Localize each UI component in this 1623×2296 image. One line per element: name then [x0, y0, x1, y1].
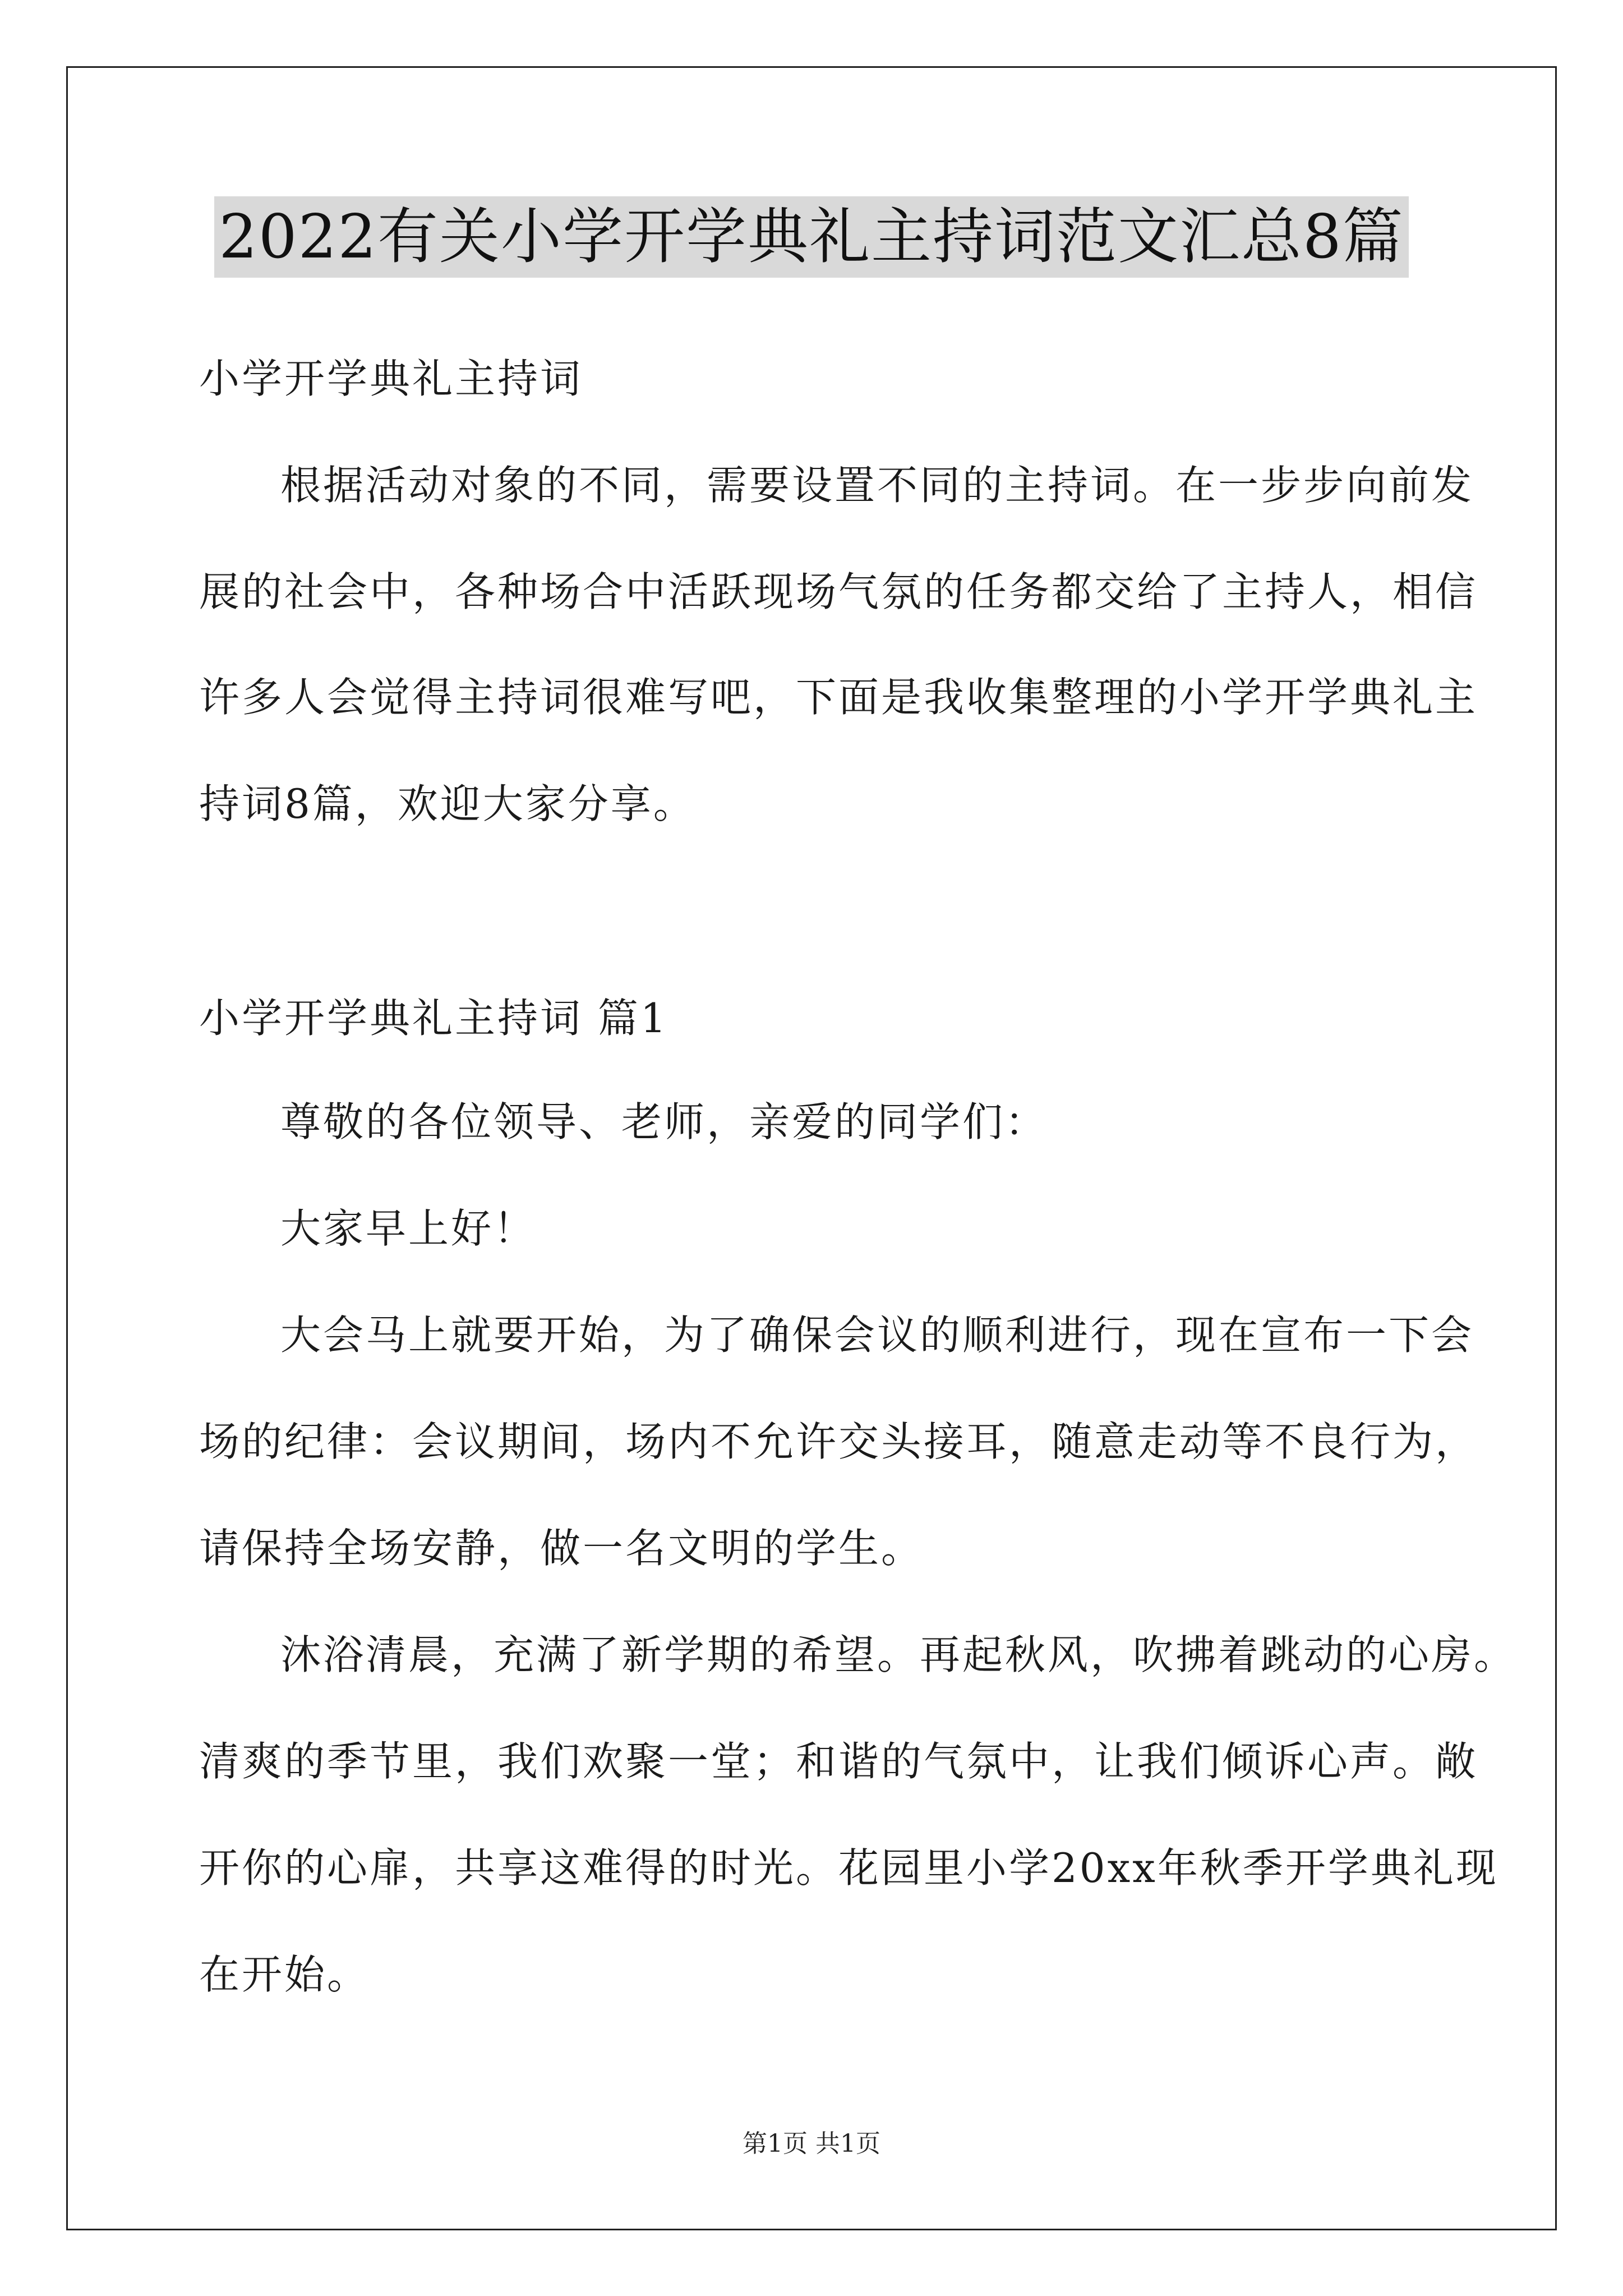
intro-line-1: 根据活动对象的不同，需要设置不同的主持词。在一步步向前发: [280, 462, 1474, 509]
intro-line-3: 许多人会觉得主持词很难写吧，下面是我收集整理的小学开学典礼主: [199, 674, 1478, 721]
para2-line-1: 沐浴清晨，充满了新学期的希望。再起秋风，吹拂着跳动的心房。: [280, 1631, 1517, 1678]
document-title: 2022有关小学开学典礼主持词范文汇总8篇: [214, 196, 1409, 278]
para1-line-2: 场的纪律：会议期间，场内不允许交头接耳，随意走动等不良行为，: [199, 1418, 1478, 1465]
para2-line-3: 开你的心扉，共享这难得的时光。花园里小学20xx年秋季开学典礼现: [199, 1844, 1498, 1892]
para1-line-3: 请保持全场安静，做一名文明的学生。: [199, 1525, 924, 1572]
intro-line-4: 持词8篇，欢迎大家分享。: [199, 780, 696, 827]
title-container: [0, 196, 1623, 278]
morning-line: 大家早上好！: [280, 1205, 537, 1252]
page-footer: 第1页 共1页: [743, 2129, 880, 2158]
para2-line-2: 清爽的季节里，我们欢聚一堂；和谐的气氛中，让我们倾诉心声。敞: [199, 1738, 1478, 1785]
section-heading: 小学开学典礼主持词: [199, 355, 583, 402]
greeting-line: 尊敬的各位领导、老师，亲爱的同学们：: [280, 1098, 1048, 1145]
para2-line-4: 在开始。: [199, 1951, 370, 1998]
intro-line-2: 展的社会中，各种场合中活跃现场气氛的任务都交给了主持人，相信: [199, 568, 1478, 615]
para1-line-1: 大会马上就要开始，为了确保会议的顺利进行，现在宣布一下会: [280, 1312, 1474, 1359]
part-heading: 小学开学典礼主持词 篇1: [199, 995, 668, 1042]
